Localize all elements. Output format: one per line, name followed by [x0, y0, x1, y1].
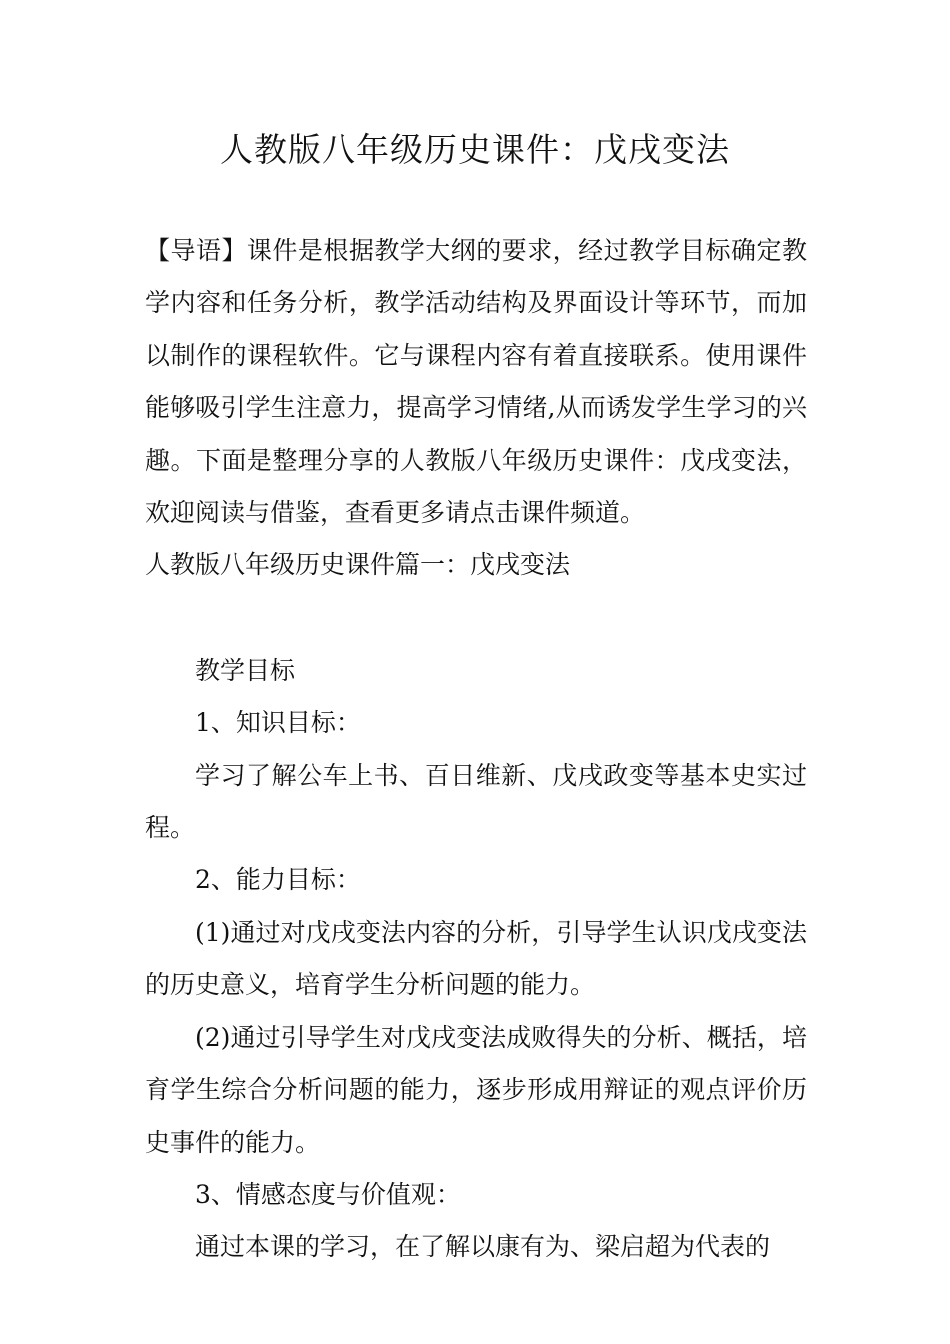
intro-paragraph: 【导语】课件是根据教学大纲的要求，经过教学目标确定教学内容和任务分析，教学活动结构及界面设计等环节，而加以制作的课程软件。它与课程内容有着直接联系。使用课件能够吸引学生注意力，提高学习情绪,从而诱发学生学习的兴趣。下面是整理分享的人教版八年级历史课件：戊戌变法，欢迎阅读与借鉴，查看更多请点击课件频道。 [145, 236, 807, 528]
document-body [145, 225, 807, 1274]
document-title: 人教版八年级历史课件：戊戌变法 [220, 130, 730, 169]
ability-goal-item-1: (1)通过对戊戌变法内容的分析，引导学生认识戊戌变法的历史意义，培育学生分析问题的能力。 [145, 917, 807, 1000]
ability-goal-item-2: (2)通过引导学生对戊戌变法成败得失的分析、概括，培育学生综合分析问题的能力，逐步形成用辩证的观点评价历史事件的能力。 [145, 1022, 807, 1157]
teaching-goals-heading: 教学目标 [195, 655, 296, 685]
ability-goal-label: 2、能力目标： [195, 865, 361, 895]
section-subtitle: 人教版八年级历史课件篇一：戊戌变法 [145, 550, 571, 580]
knowledge-goal-text: 学习了解公车上书、百日维新、戊戌政变等基本史实过程。 [145, 760, 807, 843]
emotion-goal-text: 通过本课的学习，在了解以康有为、梁启超为代表的 [195, 1232, 771, 1262]
blank-line [145, 592, 807, 645]
emotion-goal-label: 3、情感态度与价值观： [195, 1179, 461, 1209]
knowledge-goal-label: 1、知识目标： [195, 708, 361, 738]
